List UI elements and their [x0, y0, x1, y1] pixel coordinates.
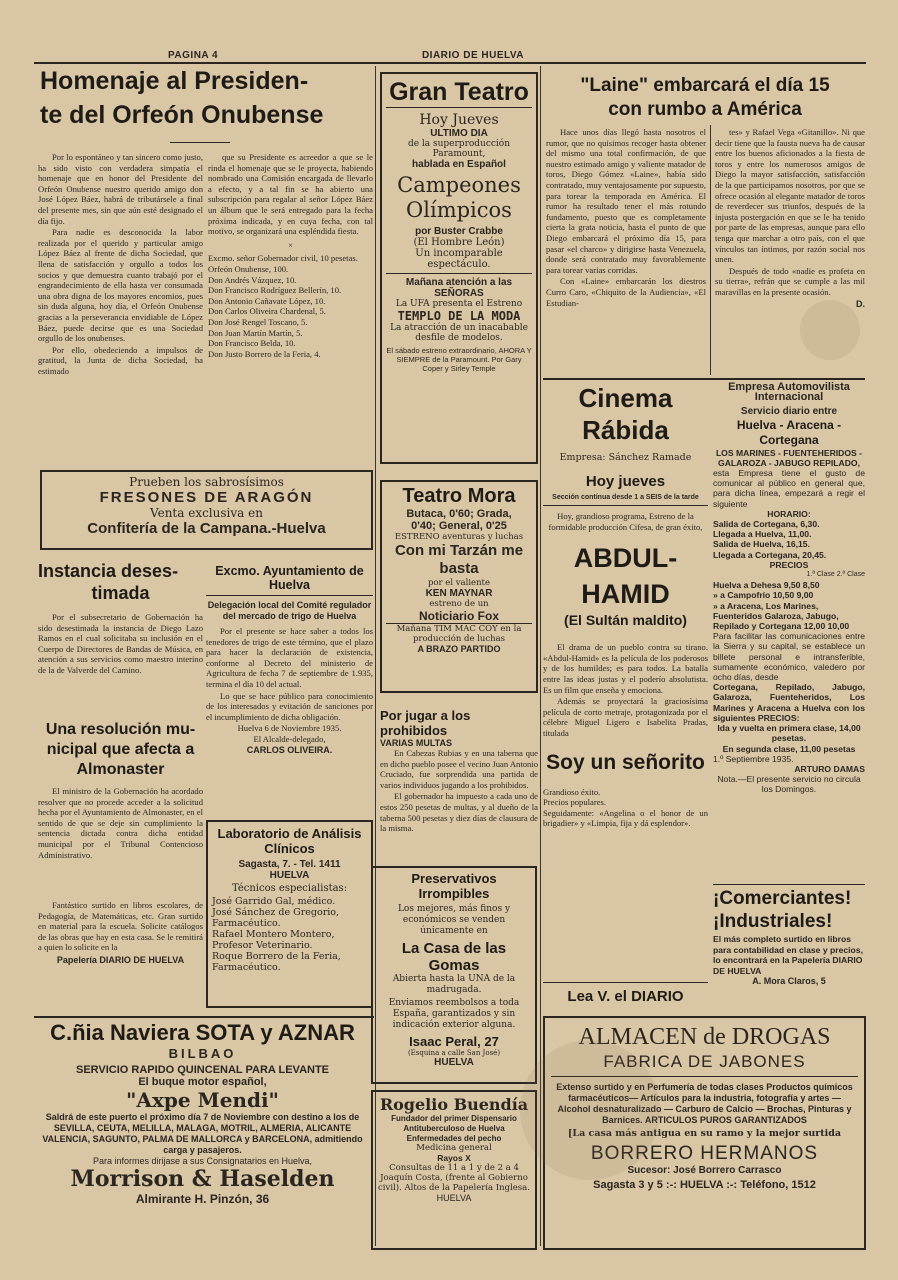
column-rule	[710, 125, 711, 375]
homenaje-p2: Para nadie es desconocida la labor realizada por el querido y particular amigo López Báez al frente de dicha Sociedad, que llena de satisfacción y orgullo a todos los socios y que demuestra cuanto trabajó por el engrandecimiento de ella hasta ver consumada una obra digna de los mayores encomios, pues sin duda alguna, hoy día, el Orfeón Onubense gracias a la perseverancia envidiable de López Báez, puede decirse que es una Sociedad orgullo de los onubenses.	[38, 227, 203, 344]
resolucion-title: Una resolución mu- nicipal que afecta a Almonaster	[45, 721, 196, 778]
almacen-drogas-ad: ALMACEN de DROGAS FABRICA DE JABONES Extenso surtido y en Perfumería de todas clases Productos químicos farmacéuticos— Artículos para la industria, fotografía y artes — Alcohol desnaturalizado — Carburo de Calcio — Brochas, Pinturas y Barnices. ARTICULOS PUROS GARANTIZADOS [La casa más antigua en su ramo y la mejor surtida BORRERO HERMANOS Sucesor: José Borrero Carrasco Sagasta 3 y 5 :-: HUELVA :-: Teléfono, 1512	[543, 1016, 866, 1250]
list-item: Excmo. señor Gobernador civil, 10 pesetas.	[208, 253, 358, 264]
list-item: Don Carlos Oliveira Chardenal, 5.	[208, 306, 326, 317]
list-item: Don José Rengel Toscano, 5.	[208, 316, 308, 327]
buendia-ad: Rogelio Buendía Fundador del primer Dispensario Antituberculoso de Huelva Enfermedades del pecho Medicina general Rayos X Consultas de 11 a 1 y de 2 a 4 Joaquín Costa, (frente al Gobierno civil). Altos de la Papelería Inglesa. HUELVA	[371, 1090, 537, 1250]
prohibidos-article: Por jugar a los prohibidos VARIAS MULTAS En Cabezas Rubias y en una taberna que en dicho pueblo posee el vecino Juan Antonio Cruciado, fue sorprendida una partida de varios individuos jugando a los prohibidos. El gobernador ha impuesto a cada uno de estos 250 pesetas de multas, y al dueño de la taberna 500 pesetas y diez días de clausura de la misma.	[380, 708, 538, 834]
rule	[543, 378, 865, 380]
rule	[170, 142, 230, 143]
homenaje-p1: Por lo espontáneo y tan sincero como justo, ha sido visto con verdadera simpatía el homenaje que en honor del Presidente del Orfeón Onubense nuestro querido amigo don José López Báez, habrá de tributársele a final del presente mes, sin que aún esté designado el día fijo.	[38, 152, 203, 226]
page-number: PAGINA 4	[168, 50, 219, 61]
naviera-ad: C.ñia Naviera SOTA y AZNAR BILBAO SERVICIO RAPIDO QUINCENAL PARA LEVANTE El buque motor español, "Axpe Mendi" Saldrá de este puerto el próximo día 7 de Noviembre con destino a los de SEVILLA, CEUTA, MELILLA, MALAGA, MOTRIL, ALMERIA, ALICANTE VALENCIA, SAGUNTO, PALMA DE MALLORCA y BARCELONA, admitiendo carga y pasajeros. Para informes dirijase a sus Consignatarios en Huelva, Morrison & Haselden Almirante H. Pinzón, 36	[42, 1020, 363, 1206]
lea-diario: Lea V. el DIARIO	[567, 988, 684, 1005]
list-item: Don Juan Martín Martín, 5.	[208, 327, 303, 338]
subscription-list	[208, 253, 373, 359]
preservativos-ad: Preservativos Irrompibles Los mejores, más finos y económicos se venden únicamente en La Casa de las Gomas Abierta hasta la UNA de la madrugada. Enviamos reembolsos a toda España, garantizados y sin indicación exterior alguna. Isaac Peral, 27 (Esquina a calle San José) HUELVA	[371, 866, 537, 1084]
gran-teatro-ad: Gran Teatro Hoy Jueves ULTIMO DIA de la superproducción Paramount, hablada en Español Campeones Olímpicos por Buster Crabbe (El Hombre León) Un incomparable espectáculo. Mañana atención a las SEÑORAS La UFA presenta el Estreno TEMPLO DE LA MODA La atracción de un inacabable desfile de modelos. El sábado estreno extraordinario, AHORA Y SIEMPRE de la Paramount. Por Gary Coper y Sirley Temple	[380, 72, 538, 464]
list-item: Don Justo Borrero de la Feria, 4.	[208, 348, 321, 359]
teatro-mora-ad: Teatro Mora Butaca, 0'60; Grada, 0'40; General, 0'25 ESTRENO aventuras y luchas Con mi Tarzán me basta por el valiente KEN MAYNAR estreno de un Noticiario Fox Mañana TIM MAC COY en la producción de luchas A BRAZO PARTIDO	[380, 480, 538, 693]
laine-title: "Laine" embarcará el día 15 con rumbo a América	[580, 75, 830, 120]
rule	[543, 982, 708, 983]
homenaje-col1	[38, 152, 203, 462]
homenaje-p4: que su Presidente es acreedor a que se le rinda el homenaje que se le proyecta, habiendo nombrado una Comisión encargada de llevarlo a efecto, y a tal fin se ha abierto una subscripción para regalar al señor López Báez un álbum que le será entregado para la fecha próxima indicada, y en cuya fecha, con tal motivo, se organizará una espléndida fiesta.	[208, 152, 373, 237]
instancia-text: Por el subsecretario de Gobernación ha sido desestimada la instancia de Diego Lazo Ramos en el cual solicitaba su inclusión en el Cuerpo de Directores de Bandas de Música, en atención a sus servicios como maestro interino de la de Valverde del Camino.	[38, 612, 203, 675]
libros-text: Fantástico surtido en libros escolares, de Pedagogía, de Matemáticas, etc. Gran surtido en material para la escuela. Solicite catálogos de las obras que hay en esta casa. Se le remitirá a quien lo solicite en la Papelería DIARIO DE HUELVA	[38, 900, 203, 965]
newspaper-name: DIARIO DE HUELVA	[421, 50, 525, 61]
homenaje-title: Homenaje al Presiden- te del Orfeón Onubense	[40, 67, 324, 129]
rule	[713, 884, 865, 885]
list-item: Don Andrés Vázquez, 10.	[208, 274, 297, 285]
laine-col2: tes» y Rafael Vega «Gitanillo». Ni que decir tiene que la fausta nueva ha de causar entre los buenos aficionados a la fiesta de toros y entre los numerosos amigos de Diego la mayor satisfacción, satisfacción de la que participamos nosotros, por que se ofrece ocasión al elegante matador de toros de reverdecer sus triunfos, después de la injusta postergación en que se le ha tenido por parte de las empresas, aunque para ello tenga que marchar a otro país, con el que vínculos tan íntimos, por razón social nos unen. Después de todo «nadie es profeta en su tierra», refrán que se cumple a las mil maravillas en la presente ocasión. D.	[715, 127, 865, 309]
ayuntamiento-notice: Excmo. Ayuntamiento de Huelva Delegación local del Comité regulador del mercado de trigo de Huelva Por el presente se hace saber a todos los tenedores de trigo de este término, que el plazo para hacer la declaración de existencia, conforme al Decreto del ministerio de Agricultura de fecha 7 de septiembre de 1.935, termina el día 10 del actual. Lo que se hace público para conocimiento de los interesados y evitación de sanciones por el incumplimiento de dicha obligación. Huelva 6 de Noviembre 1935. El Alcalde-delegado, CARLOS OLIVEIRA.	[206, 564, 373, 755]
instancia-title: Instancia deses- timada	[38, 561, 179, 603]
list-item: Don Antonio Cañavate López, 10.	[208, 295, 326, 306]
paper-stain	[520, 1040, 660, 1180]
list-item: Orfeón Onubense, 100.	[208, 263, 289, 274]
laine-col1: Hace unos días llegó hasta nosotros el rumor, que no quisimos recoger hasta obtener del mismo una total confirmación, de que nuestro estimado amigo y valiente matador de toros, Diego Gómez «Laine», había sido contratado, muy ventajosamente por supuesto, para torear la temporada en América. El rumor ha resultado tener el más rotundo fundamento, puesto que es completamente cierta la grata noticia, hasta el punto de que Diego embarcará el próximo día 15, para pasar «el charco» y dirigirse hasta Venezuela, donde será contratado muy favorablemente para torear varias corridas. Con «Laine» embarcarán los diestros Curro Caro, «Chiquito de la Audiencia», «El Estudian-	[546, 127, 706, 308]
resolucion-text: El ministro de la Gobernación ha acordado resolver que no procede acceder a la solicitud hecha por el Ayuntamiento de Almonaster, en el sentido de que se deje sin cumplimiento la sentencia dictada contra dicha entidad municipal por el Tribunal Contencioso Administrativo.	[38, 786, 203, 860]
rule	[34, 1016, 374, 1018]
homenaje-p3: Por ello, obedeciendo a impulsos de gratitud, la Junta de dicha Sociedad, ha estimado	[38, 344, 203, 376]
separator: ×	[288, 239, 293, 250]
comerciantes-ad: ¡Comerciantes! ¡Industriales! El más completo surtido en libros para contabilidad en clase y precios, lo encontrará en la Papelería DIARIO DE HUELVA A. Mora Claros, 5	[713, 888, 863, 987]
cinema-rabida-ad: Cinema Rábida Empresa: Sánchez Ramade Hoy jueves Sección contínua desde 1 a SEIS de la tarde Hoy, grandioso programa, Estreno de la formidable producción Cifesa, de gran éxito, ABDUL-HAMID (El Sultán maldito) El drama de un pueblo contra su tirano. «Abdul-Hamid» es la película de los poderosos y de los humildes; es para todos. La batalla entre las ideas justas y el poderío absolutista. Es un film que enseña y emociona. Además se proyectará la graciosísima película de corto metraje, protagonizada por el célebre Miguel Ligero e Isabelita Pradas, titulada Soy un señorito Grandioso éxito. Precios populares. Seguidamente: «Angelina o el honor de un brigadier» y «Limpia, fija y dá esplendor».	[543, 383, 708, 829]
homenaje-col2	[208, 152, 373, 462]
list-item: Don Francisco Rodríguez Bellerín, 10.	[208, 285, 342, 296]
laboratorio-ad: Laboratorio de Análisis Clínicos Sagasta, 7. - Tel. 1411 HUELVA Técnicos especialistas: José Garrido Gal, médico. José Sánchez de Gregorio, Farmacéutico. Rafael Montero Montero, Profesor Veterinario. Roque Borrero de la Feria, Farmacéutico.	[206, 820, 373, 1008]
list-item: Don Francisco Belda, 10.	[208, 338, 296, 349]
empresa-automovilista-ad: Empresa Automovilista Internacional Servicio diario entre Huelva - Aracena - Cortegana LOS MARINES - FUENTEHERIDOS - GALAROZA - JABUGO REPILADO, esta Empresa tiene el gusto de comunicar al público en general que, para dicha línea, empezará a regir el siguiente HORARIO: Salida de Cortegana, 6,30. Llegada a Huelva, 11,00. Salida de Huelva, 16,15. Llegada a Cortegana, 20,45. PRECIOS 1.ª Clase 2.ª Clase Huelva a Dehesa 9,50 8,50 » a Campofrío 10,50 9,00 » a Aracena, Los Marines, Fuenteridos Galaroza, Jabugo, Repilado y Cortegana 12,00 10,00 Para facilitar las comunicaciones entre la Sierra y su capital, se establece un billete personal e intransferible, sumamente económico, valedero por ocho días, desde Cortegana, Repilado, Jabugo, Galaroza, Fuenteheridos, Los Marines y Aracena a Huelva con los siguientes PRECIOS: Ida y vuelta en primera clase, 14,00 pesetas. En segunda clase, 11,00 pesetas 1.º Septiembre 1935. ARTURO DAMAS Nota.—El presente servicio no circula los Domingos.	[713, 382, 865, 795]
paper-stain	[800, 300, 860, 360]
fresones-ad: Prueben los sabrosísimos FRESONES DE ARAGÓN Venta exclusiva en Confitería de la Campana.-Huelva	[40, 470, 373, 550]
